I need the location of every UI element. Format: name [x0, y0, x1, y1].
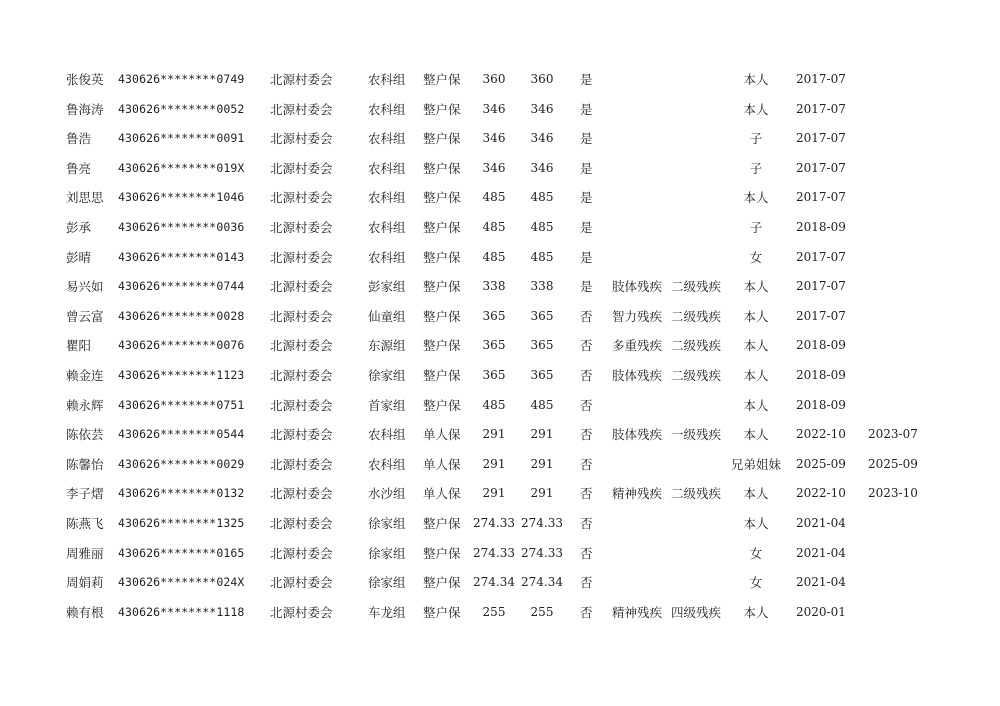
disability-level-cell: 二级残疾	[671, 367, 722, 383]
village-cell: 北源村委会	[270, 515, 333, 531]
relation-cell: 本人	[743, 279, 769, 295]
start-date-cell: 2021-04	[796, 545, 846, 560]
flag-cell: 否	[580, 397, 593, 413]
table-row	[0, 243, 1000, 273]
table-row	[0, 183, 1000, 213]
relation-cell: 本人	[743, 397, 769, 413]
name-cell: 李子熠	[66, 486, 104, 502]
amount-total-cell: 291	[530, 486, 554, 501]
table-row	[0, 450, 1000, 480]
amount-total-cell: 365	[530, 308, 554, 323]
start-date-cell: 2021-04	[796, 575, 846, 590]
amount-cell: 485	[482, 190, 506, 205]
village-cell: 北源村委会	[270, 279, 333, 295]
relation-cell: 本人	[743, 604, 769, 620]
amount-cell: 291	[482, 427, 506, 442]
assistance-type-cell: 单人保	[423, 456, 461, 472]
group-cell: 农科组	[368, 190, 406, 206]
flag-cell: 否	[580, 338, 593, 354]
id-number-cell: 430626********1046	[118, 190, 245, 205]
table-row	[0, 479, 1000, 509]
amount-total-cell: 365	[530, 367, 554, 382]
disability-type-cell: 精神残疾	[612, 486, 663, 502]
assistance-type-cell: 整户保	[423, 308, 461, 324]
village-cell: 北源村委会	[270, 131, 333, 147]
amount-cell: 346	[482, 101, 506, 116]
disability-type-cell: 肢体残疾	[612, 427, 663, 443]
assistance-type-cell: 整户保	[423, 604, 461, 620]
amount-cell: 365	[482, 308, 506, 323]
group-cell: 徐家组	[368, 515, 406, 531]
amount-cell: 274.33	[473, 545, 515, 560]
group-cell: 农科组	[368, 160, 406, 176]
name-cell: 周娟莉	[66, 575, 104, 591]
table-row	[0, 509, 1000, 539]
amount-cell: 360	[482, 72, 506, 86]
flag-cell: 否	[580, 486, 593, 502]
name-cell: 张俊英	[66, 72, 104, 87]
start-date-cell: 2022-10	[796, 486, 846, 501]
name-cell: 陈馨怡	[66, 456, 104, 472]
name-cell: 赖金连	[66, 367, 104, 383]
name-cell: 陈燕飞	[66, 515, 104, 531]
assistance-type-cell: 整户保	[423, 72, 461, 87]
flag-cell: 否	[580, 575, 593, 591]
flag-cell: 否	[580, 367, 593, 383]
amount-cell: 291	[482, 486, 506, 501]
name-cell: 赖有根	[66, 604, 104, 620]
assistance-type-cell: 整户保	[423, 575, 461, 591]
table-row	[0, 598, 1000, 628]
group-cell: 仙童组	[368, 308, 406, 324]
id-number-cell: 430626********0751	[118, 397, 245, 412]
disability-level-cell: 二级残疾	[671, 486, 722, 502]
name-cell: 刘思思	[66, 190, 104, 206]
disability-level-cell: 二级残疾	[671, 338, 722, 354]
disability-level-cell: 四级残疾	[671, 604, 722, 620]
flag-cell: 是	[580, 160, 593, 176]
end-date-cell: 2023-10	[868, 486, 918, 501]
group-cell: 农科组	[368, 456, 406, 472]
flag-cell: 否	[580, 515, 593, 531]
start-date-cell: 2018-09	[796, 219, 846, 234]
start-date-cell: 2017-07	[796, 249, 846, 264]
amount-cell: 291	[482, 456, 506, 471]
name-cell: 鲁亮	[66, 160, 92, 176]
assistance-type-cell: 单人保	[423, 486, 461, 502]
flag-cell: 否	[580, 545, 593, 561]
start-date-cell: 2020-01	[796, 604, 846, 619]
id-number-cell: 430626********0749	[118, 72, 245, 86]
relation-cell: 本人	[743, 367, 769, 383]
village-cell: 北源村委会	[270, 545, 333, 561]
name-cell: 曾云富	[66, 308, 104, 324]
group-cell: 农科组	[368, 131, 406, 147]
village-cell: 北源村委会	[270, 486, 333, 502]
amount-total-cell: 346	[530, 160, 554, 175]
amount-cell: 485	[482, 249, 506, 264]
village-cell: 北源村委会	[270, 72, 333, 87]
relation-cell: 本人	[743, 72, 769, 87]
relation-cell: 本人	[743, 190, 769, 206]
table-row	[0, 65, 1000, 95]
flag-cell: 否	[580, 604, 593, 620]
id-number-cell: 430626********024X	[118, 575, 245, 590]
flag-cell: 是	[580, 101, 593, 117]
id-number-cell: 430626********0091	[118, 131, 245, 146]
group-cell: 农科组	[368, 72, 406, 87]
amount-cell: 274.34	[473, 575, 515, 590]
assistance-type-cell: 整户保	[423, 101, 461, 117]
assistance-type-cell: 整户保	[423, 249, 461, 265]
end-date-cell: 2023-07	[868, 427, 918, 442]
village-cell: 北源村委会	[270, 397, 333, 413]
village-cell: 北源村委会	[270, 308, 333, 324]
group-cell: 水沙组	[368, 486, 406, 502]
village-cell: 北源村委会	[270, 367, 333, 383]
group-cell: 徐家组	[368, 367, 406, 383]
assistance-type-cell: 整户保	[423, 515, 461, 531]
amount-cell: 346	[482, 131, 506, 146]
id-number-cell: 430626********0029	[118, 456, 245, 471]
table-row	[0, 95, 1000, 125]
amount-cell: 255	[482, 604, 506, 619]
group-cell: 农科组	[368, 101, 406, 117]
disability-type-cell: 智力残疾	[612, 308, 663, 324]
start-date-cell: 2021-04	[796, 515, 846, 530]
flag-cell: 否	[580, 456, 593, 472]
id-number-cell: 430626********0143	[118, 249, 245, 264]
amount-cell: 485	[482, 219, 506, 234]
name-cell: 易兴如	[66, 279, 104, 295]
relation-cell: 本人	[743, 338, 769, 354]
name-cell: 周雅丽	[66, 545, 104, 561]
flag-cell: 是	[580, 249, 593, 265]
flag-cell: 否	[580, 308, 593, 324]
relation-cell: 本人	[743, 308, 769, 324]
group-cell: 首家组	[368, 397, 406, 413]
table-row	[0, 272, 1000, 302]
group-cell: 徐家组	[368, 575, 406, 591]
relation-cell: 本人	[743, 515, 769, 531]
amount-total-cell: 365	[530, 338, 554, 353]
group-cell: 彭家组	[368, 279, 406, 295]
table-row	[0, 391, 1000, 421]
relation-cell: 兄弟姐妹	[730, 456, 781, 472]
village-cell: 北源村委会	[270, 604, 333, 620]
start-date-cell: 2017-07	[796, 101, 846, 116]
start-date-cell: 2017-07	[796, 72, 846, 86]
table-row	[0, 154, 1000, 184]
id-number-cell: 430626********0544	[118, 427, 245, 442]
village-cell: 北源村委会	[270, 160, 333, 176]
id-number-cell: 430626********0744	[118, 279, 245, 294]
amount-total-cell: 360	[530, 72, 554, 86]
table-row	[0, 361, 1000, 391]
table-row	[0, 539, 1000, 569]
id-number-cell: 430626********1118	[118, 604, 245, 619]
id-number-cell: 430626********0052	[118, 101, 245, 116]
table-row	[0, 124, 1000, 154]
amount-cell: 365	[482, 338, 506, 353]
amount-total-cell: 291	[530, 427, 554, 442]
group-cell: 农科组	[368, 249, 406, 265]
relation-cell: 女	[749, 575, 763, 591]
amount-total-cell: 291	[530, 456, 554, 471]
relation-cell: 子	[749, 219, 763, 235]
flag-cell: 否	[580, 427, 593, 443]
disability-type-cell: 精神残疾	[612, 604, 663, 620]
start-date-cell: 2025-09	[796, 456, 846, 471]
document-table	[0, 65, 1000, 627]
group-cell: 农科组	[368, 219, 406, 235]
id-number-cell: 430626********0165	[118, 545, 245, 560]
flag-cell: 是	[580, 279, 593, 295]
table-row	[0, 302, 1000, 332]
start-date-cell: 2018-09	[796, 338, 846, 353]
id-number-cell: 430626********1325	[118, 515, 245, 530]
assistance-type-cell: 单人保	[423, 427, 461, 443]
start-date-cell: 2017-07	[796, 308, 846, 323]
amount-total-cell: 485	[530, 397, 554, 412]
village-cell: 北源村委会	[270, 219, 333, 235]
assistance-type-cell: 整户保	[423, 131, 461, 147]
village-cell: 北源村委会	[270, 338, 333, 354]
assistance-type-cell: 整户保	[423, 545, 461, 561]
group-cell: 徐家组	[368, 545, 406, 561]
amount-total-cell: 274.34	[521, 575, 563, 590]
flag-cell: 是	[580, 219, 593, 235]
assistance-type-cell: 整户保	[423, 367, 461, 383]
assistance-type-cell: 整户保	[423, 397, 461, 413]
start-date-cell: 2018-09	[796, 397, 846, 412]
end-date-cell: 2025-09	[868, 456, 918, 471]
name-cell: 瞿阳	[66, 338, 92, 354]
start-date-cell: 2017-07	[796, 160, 846, 175]
start-date-cell: 2018-09	[796, 367, 846, 382]
flag-cell: 是	[580, 131, 593, 147]
group-cell: 车龙组	[368, 604, 406, 620]
assistance-type-cell: 整户保	[423, 219, 461, 235]
relation-cell: 女	[749, 249, 763, 265]
assistance-type-cell: 整户保	[423, 160, 461, 176]
amount-total-cell: 485	[530, 219, 554, 234]
start-date-cell: 2017-07	[796, 190, 846, 205]
name-cell: 鲁浩	[66, 131, 92, 147]
relation-cell: 本人	[743, 486, 769, 502]
amount-total-cell: 274.33	[521, 515, 563, 530]
amount-total-cell: 485	[530, 249, 554, 264]
start-date-cell: 2022-10	[796, 427, 846, 442]
id-number-cell: 430626********0028	[118, 308, 245, 323]
relation-cell: 本人	[743, 427, 769, 443]
disability-type-cell: 肢体残疾	[612, 367, 663, 383]
start-date-cell: 2017-07	[796, 131, 846, 146]
name-cell: 彭晴	[66, 249, 92, 265]
group-cell: 东源组	[368, 338, 406, 354]
id-number-cell: 430626********0132	[118, 486, 245, 501]
assistance-type-cell: 整户保	[423, 190, 461, 206]
id-number-cell: 430626********1123	[118, 367, 245, 382]
assistance-type-cell: 整户保	[423, 338, 461, 354]
name-cell: 鲁海涛	[66, 101, 104, 117]
amount-total-cell: 338	[530, 279, 554, 294]
amount-cell: 485	[482, 397, 506, 412]
amount-total-cell: 346	[530, 131, 554, 146]
name-cell: 彭承	[66, 219, 92, 235]
id-number-cell: 430626********019X	[118, 160, 245, 175]
village-cell: 北源村委会	[270, 101, 333, 117]
table-row	[0, 331, 1000, 361]
village-cell: 北源村委会	[270, 190, 333, 206]
disability-type-cell: 肢体残疾	[612, 279, 663, 295]
amount-total-cell: 255	[530, 604, 554, 619]
flag-cell: 是	[580, 190, 593, 206]
amount-cell: 274.33	[473, 515, 515, 530]
relation-cell: 子	[749, 131, 763, 147]
name-cell: 陈依芸	[66, 427, 104, 443]
assistance-type-cell: 整户保	[423, 279, 461, 295]
amount-cell: 365	[482, 367, 506, 382]
table-row	[0, 213, 1000, 243]
disability-type-cell: 多重残疾	[612, 338, 663, 354]
relation-cell: 女	[749, 545, 763, 561]
disability-level-cell: 二级残疾	[671, 308, 722, 324]
flag-cell: 是	[580, 72, 593, 87]
amount-cell: 338	[482, 279, 506, 294]
disability-level-cell: 一级残疾	[671, 427, 722, 443]
name-cell: 赖永辉	[66, 397, 104, 413]
village-cell: 北源村委会	[270, 427, 333, 443]
village-cell: 北源村委会	[270, 456, 333, 472]
amount-total-cell: 346	[530, 101, 554, 116]
amount-total-cell: 274.33	[521, 545, 563, 560]
table-row	[0, 420, 1000, 450]
amount-total-cell: 485	[530, 190, 554, 205]
id-number-cell: 430626********0076	[118, 338, 245, 353]
amount-cell: 346	[482, 160, 506, 175]
village-cell: 北源村委会	[270, 575, 333, 591]
id-number-cell: 430626********0036	[118, 219, 245, 234]
group-cell: 农科组	[368, 427, 406, 443]
village-cell: 北源村委会	[270, 249, 333, 265]
disability-level-cell: 二级残疾	[671, 279, 722, 295]
relation-cell: 子	[749, 160, 763, 176]
relation-cell: 本人	[743, 101, 769, 117]
table-row	[0, 568, 1000, 598]
start-date-cell: 2017-07	[796, 279, 846, 294]
